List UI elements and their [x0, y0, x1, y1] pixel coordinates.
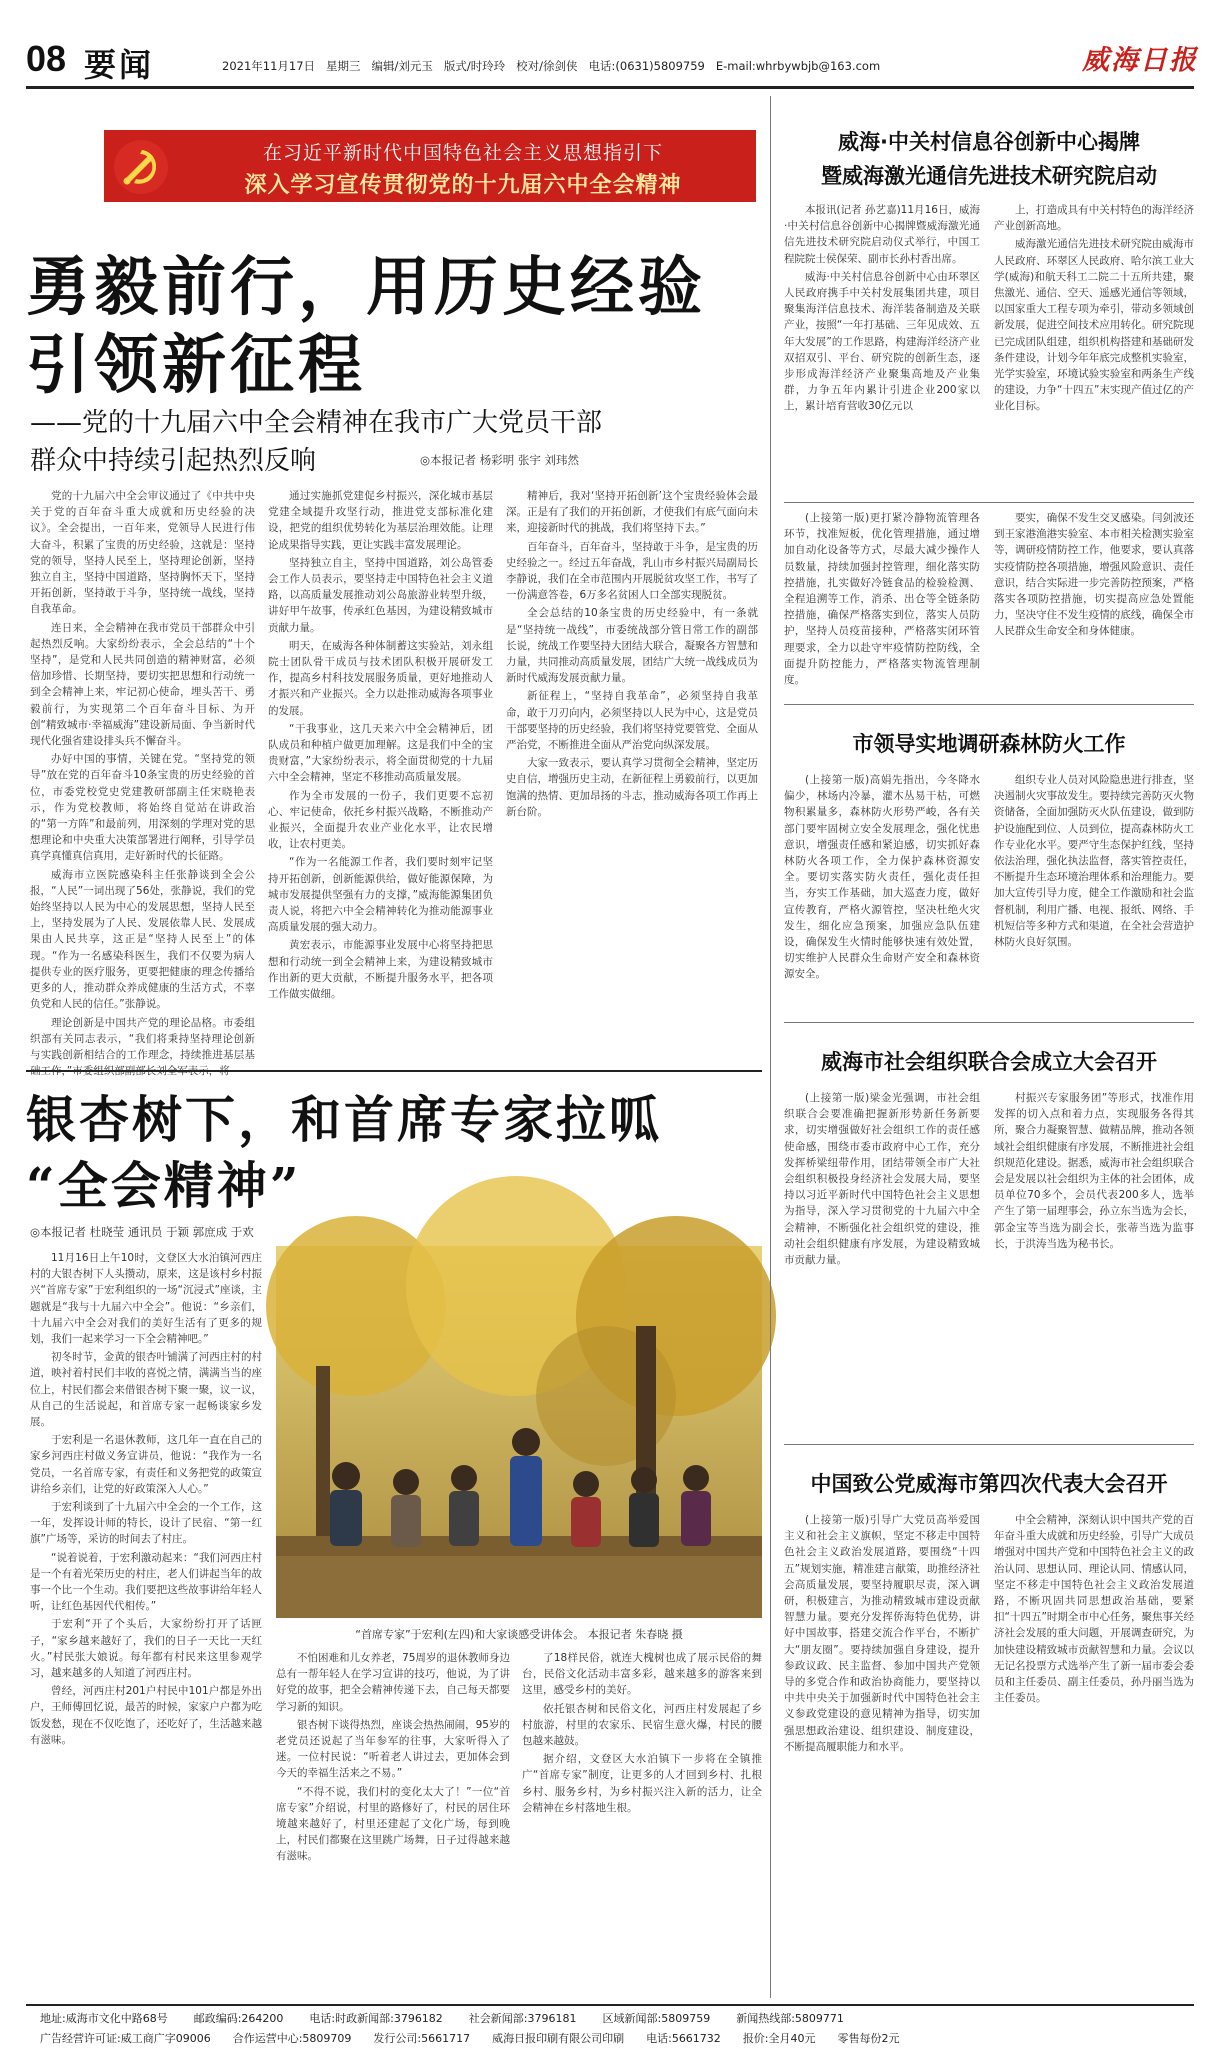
page-number: 08	[26, 38, 67, 79]
ginkgo-photo	[276, 1246, 762, 1618]
paragraph: 理论创新是中国共产党的理论品格。市委组织部有关同志表示，“我们将秉持坚持理论创新与实践创新相结合的工作理念，持续推进基层基	[30, 1016, 255, 1061]
paragraph: 依托银杏树和民俗文化，河西庄村发展起了乡村旅游，村里的农家乐、民宿生意火爆，村民的腰包越来越鼓。	[522, 1702, 762, 1748]
banner-line-1: 在习近平新时代中国特色社会主义思想指引下	[262, 142, 663, 164]
footer-phone-politics: 电话:时政新闻部:3796182	[309, 2012, 443, 2025]
ginkgo-column-1	[30, 1250, 262, 1994]
section-divider	[26, 1070, 762, 1072]
footer-price-monthly: 报价:全月40元	[742, 2032, 816, 2045]
continued-column-1	[784, 510, 980, 696]
footer-operations: 合作运营中心:5809709	[232, 2032, 352, 2045]
paragraph: 要实，确保不发生交叉感染。闫剑波还到王家港渔港实验室、本市相关检测实验室等，调研疫情防控工作，他要求，要认真落实疫情防控各项措施，增强风险意识、责任意识，结合实际进一步完善防控预案，严格落实各项防控措施，切实提高应急处置能力，坚决守住不发生疫情的底线，确保全市人民群众生命安全和身体健康。	[994, 512, 1194, 638]
paragraph: 威海·中关村信息谷创新中心由环翠区人民政府携手中关村发展集团共建，项目聚集海洋信息技术、海洋装备制造及关联产业，按照“一年打基础、三年见成效、五年大发展”的工作思路，构建海洋经济产业双招双引、平台、研究院的创新生态，逐步形成海洋经济产业聚集高地及产业集群，力争五年内累计引进企业200家以上，累计培育营收30亿元以	[784, 270, 980, 413]
paragraph: 新征程上，“坚持自我革命”，必须坚持自我革命，敢于刀刃向内，必须坚持以人民为中心，这是党员干部要坚持的历史经验，我们将坚持党要管党、全面从严治党，不断推进全面从严治党向纵深发展。	[506, 690, 758, 752]
paragraph: 通过实施抓党建促乡村振兴，深化城市基层党建全域提升攻坚行动，推进党支部标准化建设，把党的组织优势转化为基层治理效能。让理论成果指导实践，更让实践丰富发展理论。	[268, 490, 493, 551]
paragraph: 威海市立医院感染科主任张静谈到全会公报，“人民”一词出现了56处，张静说，我们的党始终坚持以人民为中心的发展思想，坚持人民至上，坚持发展为了人民、发展依靠人民、发展成果由人民共享，这正是“坚持人民至上”的体现。“作为一名感染科医生，我们不仅要为病人提供专业的医疗服务，更要把健康的理念传播给更多的人，推动群众养成健康的生活方式，不辜负党和人民的信任。”张静说。	[30, 868, 255, 1011]
article-1-title-line-2: 暨威海激光通信先进技术研究院启动	[821, 164, 1157, 188]
issue-weekday: 星期三	[326, 59, 361, 73]
party-emblem-icon	[112, 138, 170, 196]
footer-price-single: 零售每份2元	[837, 2032, 900, 2045]
paragraph: 黄宏表示，市能源事业发展中心将坚持把思想和行动统一到全会精神上来，为建设精致城市作出新的更大贡献，不断提升服务水平，把各项工作做实做细。	[268, 939, 493, 1001]
article-1-title-line-1: 威海·中关村信息谷创新中心揭牌	[838, 130, 1140, 154]
paragraph: “不得不说，我们村的变化太大了！”一位“首席专家”介绍说，村里的路修好了，村民的居住环境越来越好了，村里还建起了文化广场，每到晚上，村民们都聚在这里跳广场舞，日子过得越来越有滋味。	[276, 1785, 510, 1863]
footer-postcode: 邮政编码:264200	[193, 2012, 284, 2025]
paragraph: 于宏利“开了个头后，大家纷纷打开了话匣子，“家乡越来越好了，我们的日子一天比一天红火。”村民张大娘说。每年都有村民来这里参观学习，越来越多的人知道了河西庄村。	[30, 1618, 262, 1680]
continued-column-2	[994, 510, 1194, 696]
footer-phone-hotline: 新闻热线部:5809771	[736, 2012, 844, 2025]
paragraph: 坚持独立自主，坚持中国道路，刘公岛管委会工作人员表示，要坚持走中国特色社会主义道路，以高质量发展推动刘公岛旅游业转型升级，讲好甲午故事，传承红色基因，为建设精致城市贡献力量。	[268, 556, 493, 634]
paragraph: (上接第一版)引导广大党员高举爱国主义和社会主义旗帜，坚定不移走中国特色社会主义政治发展道路，要围绕“十四五”规划实施，精准建言献策，助推经济社会高质量发展，要坚持履职尽责，深入调研，积极建言，为推动精致城市建设贡献智慧力量。要充分发挥侨海特色优势，讲好中国故事，搭建交流合作平台，不断扩大“朋友圈”。要持续加强自身建设，提升参政议政、民主监督、参加中国共产党领导的多党合作和政治协商能力，要坚持以中共中央关于加强新时代中国特色社会主义参政党建设的意见精神为指导，切实加强思想政治建设、组织建设、制度建设，不断提高履职能力和水平。	[784, 1514, 980, 1753]
photo-caption: “首席专家”于宏利(左四)和大家谈感受讲体会。 本报记者 朱春晓 摄	[355, 1628, 683, 1641]
paragraph: 党的十九届六中全会审议通过了《中共中央关于党的百年奋斗重大成就和历史经验的决议》。全会提出，一百年来，党领导人民进行伟大奋斗，积累了宝贵的历史经验，这就是：坚持党的领导，坚持人民至上，坚持理论创新，坚持独立自主，坚持中国道路，坚持胸怀天下，坚持开拓创新，坚持敢于斗争，坚持统一战线，坚持自我革命。	[30, 490, 255, 616]
paragraph: 初冬时节，金黄的银杏叶铺满了河西庄村的村道，映衬着村民们丰收的喜悦之情，满满当当的座位上，村民们都会来借银杏树下聚一聚，议一议，从自己的生活说起，和首席专家一起畅谈家乡发展。	[30, 1351, 262, 1429]
page-header	[0, 0, 1217, 88]
lead-column-2	[268, 488, 493, 1060]
proofread-credit: 校对/徐剑侠	[516, 59, 578, 73]
article-1-column-2	[994, 202, 1194, 492]
ginkgo-headline-line-2: “全会精神”	[26, 1156, 302, 1215]
paragraph: 办好中国的事情，关键在党。“坚持党的领导”放在党的百年奋斗10条宝贵的历史经验的首位，市委党校党史党建教研部副主任宋晓艳表示，作为党校教师，将始终自觉站在讲政治的“第一方阵”和最前列，用深刻的学理对党的思想理论和中央重大决策部署进行阐释，引导学员真学真懂真信真用，走好新时代的长征路。	[30, 753, 255, 863]
article-4-column-2	[994, 1512, 1194, 1994]
paragraph: 11月16日上午10时，文登区大水泊镇河西庄村的大银杏树下人头攒动，原来，这是该村乡村振兴“首席专家”于宏利组织的一场“沉浸式”座谈，主题就是“我与十九届六中全会”。他说：“乡亲们，十九届六中全会对我们的美好生活有了更多的规划，我们一起来学习一下全会精神吧。”	[30, 1252, 262, 1346]
column-divider	[770, 96, 771, 1998]
paragraph: 百年奋斗，百年奋斗，坚持敢于斗争，是宝贵的历史经验之一。经过五年奋战，乳山市乡村振兴局副局长李静说，我们在全市范围内开展脱贫攻坚工作，书写了一份满意答卷，6万多名贫困人口全部实现脱贫。	[506, 540, 758, 602]
ginkgo-byline: ◎本报记者 杜晓莹 通讯员 于颖 郭庶成 于欢	[30, 1225, 254, 1239]
paragraph: 中全会精神，深刻认识中国共产党的百年奋斗重大成就和历史经验，引导广大成员增强对中国共产党和中国特色社会主义的政治认同、思想认同、理论认同、情感认同，坚定不移走中国特色社会主义政治发展道路，不断巩固共同思想政治基础，要紧扣“十四五”时期全市中心任务，聚焦事关经济社会发展的重大问题，开展调查研究，为加快建设精致城市贡献智慧和力量。会议以无记名投票方式选举产生了新一届市委会委员和主任委员、副主任委员，孙丹丽当选为主任委员。	[994, 1514, 1194, 1705]
footer-address: 地址:威海市文化中路68号	[40, 2012, 168, 2025]
paragraph: 银杏树下谈得热烈，座谈会热热闹闹，95岁的老党员还说起了当年参军的往事，大家听得入了迷。一位村民说：“听着老人讲过去，更加体会到今天的幸福生活来之不易。”	[276, 1718, 510, 1780]
paragraph: 连日来，全会精神在我市党员干部群众中引起热烈反响。大家纷纷表示，全会总结的“十个坚持”，是党和人民共同创造的精神财富，必须倍加珍惜、长期坚持，要切实把思想和行动统一到全会精神上来，牢记初心使命，埋头苦干、勇毅前行，为实现第二个百年奋斗目标、为开创“精致城市·幸福威海”建设新局面、争当新时代现代化强省建设排头兵不懈奋斗。	[30, 621, 255, 748]
paragraph: (上接第一版)高娟先指出，今冬降水偏少，林场内冷暴，灌木丛易干枯，可燃物积累量多，森林防火形势严峻，各有关部门要牢固树立安全发展理念，强化忧患意识，增强责任感和紧迫感，切实抓好森林防火各项工作，全力保护森林资源安全。要切实落实防火责任，强化责任担当，夯实工作基础，加大巡查力度，做好宣传教育，严格火源管控，坚决杜绝火灾发生，细化应急预案，加强应急队伍建设，确保发生火情时能够快速有效处置，切实维护人民群众生命财产安全和森林资源安全。	[784, 774, 980, 981]
paragraph: “说着说着，于宏利激动起来：“我们河西庄村是一个有着光荣历史的村庄，老人们讲起当年的故事一个比一个生动。我们要把这些故事讲给年轻人听，让红色基因代代相传。”	[30, 1551, 262, 1613]
lead-subtitle-line-2: 群众中持续引起热烈反响	[30, 446, 317, 476]
footer-printer: 威海日报印刷有限公司印刷	[492, 2032, 625, 2045]
footer-license: 广告经营许可证:威工商广字09006	[40, 2032, 211, 2045]
paragraph: (上接第一版)更打紧冷静物流管理各环节，找准短板，优化管理措施，通过增加自动化设备等方式，尽最大减少操作人员数量，持续加强封控管理，细化落实防控措施，扎实做好冷链食品的检验检测、全程追溯等工作，消杀、出仓等全链条防控措施，确保严格落实到位，落实人员防护，坚持人员疫苗接种，严格落实闭环管理要求，全力以赴守牢疫情防控防线，全面提升防控能力，严格落实物流管理制度。	[784, 512, 980, 687]
article-2-column-1	[784, 772, 980, 1014]
article-divider	[784, 502, 1194, 503]
lead-column-1	[30, 488, 255, 1060]
article-1-column-1	[784, 202, 980, 492]
paragraph: 全会总结的10条宝贵的历史经验中，有一条就是“坚持统一战线”，市委统战部分管日常工作的副部长说，统战工作要坚持大团结大联合，凝聚各方智慧和力量，共同推动高质量发展，团结广大统一战线成员为新时代威海发展贡献力量。	[506, 607, 758, 685]
article-4-title: 中国致公党威海市第四次代表大会召开	[810, 1472, 1168, 1496]
paragraph: 了18样民俗，就连大槐树也成了展示民俗的舞台，民俗文化活动丰富多彩，越来越多的游客来到这里，感受乡村的美好。	[522, 1652, 762, 1697]
contact-phone: 电话:(0631)5809759	[588, 59, 705, 73]
banner-line-2: 深入学习宣传贯彻党的十九届六中全会精神	[244, 173, 682, 198]
paragraph: 本报讯(记者 孙艺嘉)11月16日，威海·中关村信息谷创新中心揭牌暨威海激光通信先进技术研究院启动仪式举行，中国工程院院士侯保荣、副市长孙村香出席。	[784, 204, 980, 265]
paragraph: 于宏利是一名退休教师，这几年一直在自己的家乡河西庄村做义务宣讲员，他说：“我作为一名党员，一名首席专家，有责任和义务把党的政策宣讲给乡亲们，让党的好政策深入人心。”	[30, 1434, 262, 1495]
masthead-logo: 威海日报	[1082, 45, 1198, 76]
paragraph: 精神后，我对‘坚持开拓创新’这个宝贵经验体会最深。正是有了我们的开拓创新，才使我们有底气面向未来，迎接新时代的挑战，我们将坚持下去。”	[506, 490, 758, 535]
paragraph: “干我事业，这几天来六中全会精神后，团队成员和种植户做更加理解。这是我们中全的宝贵财富，”大家纷纷表示，将全面贯彻党的十九届六中全会精神，坚定不移推动高质量发展。	[268, 722, 493, 784]
lead-headline-line-1: 勇毅前行，用历史经验	[26, 250, 706, 325]
contact-email: E-mail:whrbywbjb@163.com	[715, 59, 881, 73]
footer-row-2	[40, 2030, 1190, 2046]
ginkgo-column-3	[522, 1650, 762, 1994]
section-name: 要闻	[84, 46, 155, 84]
article-divider	[784, 1022, 1194, 1023]
paragraph: 于宏利谈到了十九届六中全会的一个工作，这一年，发挥设计师的特长，设计了民宿、“第一红旗”广场等，采访的时间去了村庄。	[30, 1501, 262, 1546]
article-3-column-2	[994, 1090, 1194, 1436]
lead-column-3	[506, 488, 758, 1060]
article-2-title: 市领导实地调研森林防火工作	[852, 732, 1126, 756]
paragraph: (上接第一版)梁金光强调，市社会组织联合会要准确把握新形势新任务新要求，切实增强做好社会组织工作的责任感使命感，围绕市委市政府中心工作，充分发挥桥梁纽带作用，团结带领全市广大社会组织积极投身经济社会发展大局，要坚持以习近平新时代中国特色社会主义思想为指导，深入学习贯彻党的十九届六中全会精神，不断强化社会组织党的建设，推动社会组织健康有序发展，为建设精致城市贡献力量。	[784, 1092, 980, 1267]
header-rule	[26, 86, 1194, 89]
ginkgo-column-2	[276, 1650, 510, 1994]
paragraph: 上，打造成具有中关村特色的海洋经济产业创新高地。	[994, 204, 1194, 233]
article-4-column-1	[784, 1512, 980, 1994]
article-3-column-1	[784, 1090, 980, 1436]
lead-subtitle-line-1: ——党的十九届六中全会精神在我市广大党员干部	[30, 408, 603, 438]
theme-banner	[104, 130, 756, 202]
issue-date: 2021年11月17日	[222, 59, 316, 73]
article-divider	[784, 704, 1194, 705]
footer-distribution: 发行公司:5661717	[373, 2032, 471, 2045]
footer-phone-region: 区域新闻部:5809759	[602, 2012, 711, 2025]
footer-printer-phone: 电话:5661732	[646, 2032, 721, 2045]
paragraph: 曾经，河西庄村201户村民中101户都是外出户，王师傅回忆说，最苦的时候，家家户户都为吃饭发愁，现在不仅吃饱了，还吃好了，生活越来越有滋味。	[30, 1685, 262, 1746]
article-2-column-2	[994, 772, 1194, 1014]
footer-row-1	[40, 2010, 1190, 2026]
editor-credit: 编辑/刘元玉	[371, 59, 433, 73]
ginkgo-headline-line-1: 银杏树下，和首席专家拉呱	[26, 1090, 662, 1149]
footer-phone-society: 社会新闻部:3796181	[468, 2012, 577, 2025]
paragraph: 明天，在威海各种体制蓄这实验站，刘永组院士团队骨干成员与技术团队积极开展研发工作，提高乡村科技发展服务质量，更好地推动人才振兴和产业振兴。全力以赴推动威海各项事业的发展。	[268, 639, 493, 717]
article-divider	[784, 1444, 1194, 1445]
paragraph: 组织专业人员对风险隐患进行排查，坚决遏制火灾事故发生。要持续完善防灭火物资储备，全面加强防灭火队伍建设，做到防护设施配到位、人员到位，提高森林防火工作专业化水平。要严守生态保护红线，坚持依法治理，强化执法监督，落实管控责任，不断提升生态环境治理体系和治理能力。要加大宣传引导力度，健全工作激励和社会监督机制，利用广播、电视、报纸、网络、手机短信等多种方式和渠道，在全社会营造护林防火良好氛围。	[994, 774, 1194, 949]
lead-headline-line-2: 引领新征程	[26, 328, 366, 403]
paragraph: 大家一致表示，要认真学习贯彻全会精神，坚定历史自信，增强历史主动，在新征程上勇毅前行，以更加饱满的热情、更加昂扬的斗志，推动威海各项工作再上新台阶。	[506, 757, 758, 818]
layout-credit: 版式/时玲玲	[443, 59, 506, 73]
paragraph: 据介绍，文登区大水泊镇下一步将在全镇推广“首席专家”制度，让更多的人才回到乡村、扎根乡村、服务乡村，为乡村振兴注入新的活力，让全会精神在乡村落地生根。	[522, 1753, 762, 1814]
paragraph: 不怕困难和儿女养老，75周岁的退休教师身边总有一帮年轻人在学习宣讲的技巧，他说，为了讲好党的故事，把全会精神传递下去，自己每天都要学习新的知识。	[276, 1652, 510, 1713]
paragraph: 村振兴专家服务团”等形式，找准作用发挥的切入点和着力点，实现服务各得其所，聚合力凝聚智慧、做精品牌，推动各领域社会组织健康有序发展，不断推进社会组织规范化建设。据悉，威海市社会组织联合会是发展以社会组织为主体的社会团体，成员单位70多个，会员代表200多人，选举产生了第一届理事会，孙立东当选为会长，郭金宝等当选为副会长，张蒂当选为监事长，于洪涛当选为秘书长。	[994, 1092, 1194, 1250]
article-3-title: 威海市社会组织联合会成立大会召开	[821, 1050, 1157, 1074]
paragraph: 作为全市发展的一份子，我们更要不忘初心、牢记使命，依托乡村振兴战略，不断推动产业振兴，全面提升农业产业化水平，让农民增收，让农村更美。	[268, 789, 493, 851]
header-meta	[222, 58, 880, 74]
paragraph: 威海激光通信先进技术研究院由威海市人民政府、环翠区人民政府、哈尔滨工业大学(威海)和航天科工二院二十五所共建，聚焦激光、通信、空天、遥感光通信等领域，以国家重大工程专项为牵引，带动多领域创新发展，促进空间技术应用转化。研究院现已完成团队组建，组织机构搭建和基础研发条件建设，计划今年年底完成整机实验室，光学实验室，环境试验实验室和两条生产线的建设，力争“十四五”末实现产值过亿的产业化目标。	[994, 238, 1194, 413]
lead-byline: ◎本报记者 杨彩明 张宇 刘玮然	[420, 453, 579, 467]
footer-rule	[26, 2004, 1194, 2006]
paragraph: “作为一名能源工作者，我们要时刻牢记坚持开拓创新，创新能源供给，做好能源保障，为城市发展提供坚强有力的支撑，”威海能源集团负责人说，将把六中全会精神转化为推动能源事业高质量发展的强大动力。	[268, 856, 493, 934]
